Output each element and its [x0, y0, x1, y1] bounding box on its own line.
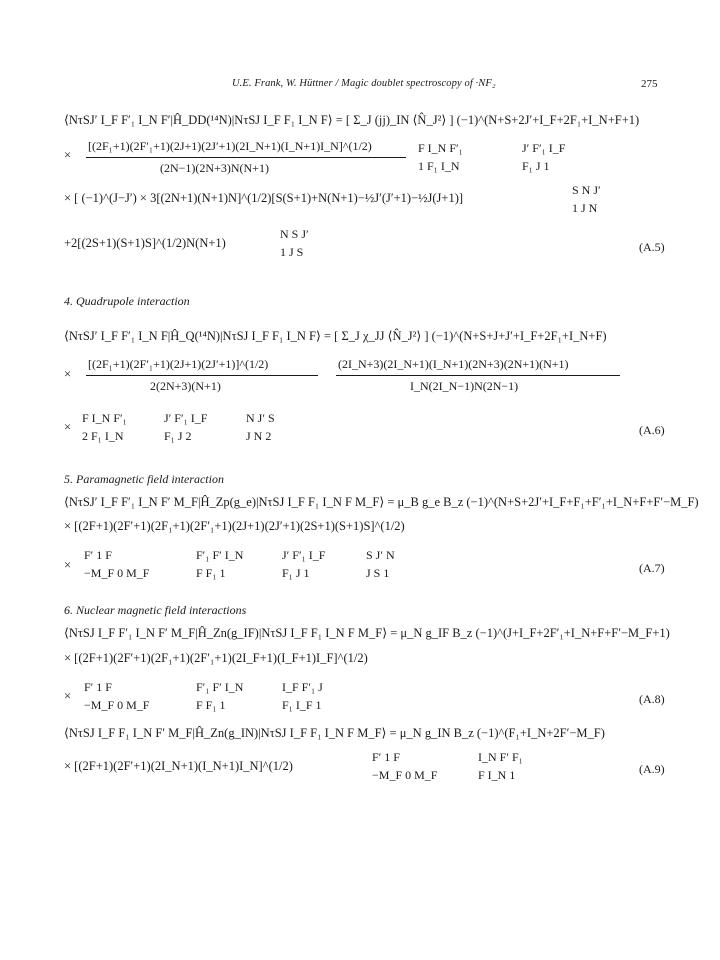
eq-a9-3j-bot: −M_F 0 M_F — [372, 768, 438, 782]
eq-number-a7: (A.7) — [639, 561, 665, 575]
eq-a5-6j1-top: F I_N F′₁ — [418, 141, 463, 155]
running-title: U.E. Frank, W. Hüttner / Magic doublet spectroscopy of ·NF₂ — [232, 78, 496, 89]
section-heading-nuclear: 6. Nuclear magnetic field interactions — [64, 603, 247, 617]
eq-number-a6: (A.6) — [639, 423, 665, 437]
eq-a9-line1: ⟨NτSJ I_F F₁ I_N F′ M_F|Ĥ_Zn(g_IN)|NτSJ I_F F₁ I_N F M_F⟩ = μ_N g_IN B_z (−1)^(F₁+I_N+2F′−M_F) — [64, 726, 605, 740]
eq-a6-6j3-bot: J N 2 — [246, 429, 272, 443]
section-heading-quadrupole: 4. Quadrupole interaction — [64, 294, 190, 308]
eq-a5-frac-bar — [86, 157, 406, 158]
eq-a8-6j2-bot: F₁ I_F 1 — [282, 698, 322, 712]
eq-a5-6j3-bot: 1 J N — [572, 201, 598, 215]
eq-a7-6j1-bot: F F₁ 1 — [196, 566, 226, 580]
eq-a5-6j4-bot: 1 J S — [280, 245, 304, 259]
eq-number-a9: (A.9) — [639, 762, 665, 776]
eq-a6-times: × — [64, 367, 72, 381]
eq-a8-line2: × [(2F+1)(2F′+1)(2F₁+1)(2F′₁+1)(2I_F+1)(I_F+1)I_F]^(1/2) — [64, 651, 368, 665]
eq-a8-3j-bot: −M_F 0 M_F — [84, 698, 150, 712]
eq-a8-6j1-top: F′₁ F′ I_N — [196, 680, 244, 694]
eq-a6-frac2-bar — [336, 375, 620, 376]
eq-a8-6j2-top: I_F F′₁ J — [282, 680, 323, 694]
eq-a6-frac1-den: 2(2N+3)(N+1) — [150, 379, 221, 393]
eq-a5-frac-num: [(2F₁+1)(2F′₁+1)(2J+1)(2J′+1)(2I_N+1)(I_N+1)I_N]^(1/2) — [88, 139, 372, 153]
eq-a7-line1: ⟨NτSJ′ I_F F′₁ I_N F′ M_F|Ĥ_Zp(g_e)|NτSJ I_F F₁ I_N F M_F⟩ = μ_B g_e B_z (−1)^(N+S+2J′+I_F+F₁+F′₁+I_N+F+F′−M_F) — [64, 495, 699, 509]
eq-a8-3j-top: F′ 1 F — [84, 680, 112, 694]
eq-a6-line1: ⟨NτSJ′ I_F F′₁ I_N F|Ĥ_Q(¹⁴N)|NτSJ I_F F₁ I_N F⟩ = [ Σ_J χ_JJ ⟨N̂_J²⟩ ] (−1)^(N+S+J+J′+I_F+2F₁+I_N+F) — [64, 329, 607, 343]
eq-a6-frac1-num: [(2F₁+1)(2F′₁+1)(2J+1)(2J′+1)]^(1/2) — [88, 357, 269, 371]
section-heading-paramagnetic: 5. Paramagnetic field interaction — [64, 472, 224, 486]
eq-a5-frac-den: (2N−1)(2N+3)N(N+1) — [160, 161, 269, 175]
eq-a6-6j2-bot: F₁ J 2 — [164, 429, 192, 443]
eq-a8-times: × — [64, 689, 72, 703]
eq-a9-6j-bot: F I_N 1 — [478, 768, 516, 782]
eq-a5-times: × — [64, 148, 72, 162]
eq-a7-6j3-bot: J S 1 — [366, 566, 390, 580]
eq-a7-times: × — [64, 558, 72, 572]
eq-a5-6j1-bot: 1 F₁ I_N — [418, 159, 460, 173]
eq-a8-line1: ⟨NτSJ I_F F′₁ I_N F′ M_F|Ĥ_Zn(g_IF)|NτSJ I_F F₁ I_N F M_F⟩ = μ_N g_IF B_z (−1)^(J+I_F+2F′₁+I_N+F+F′−M_F+1) — [64, 626, 670, 640]
eq-a6-frac2-den: I_N(2I_N−1)N(2N−1) — [410, 379, 519, 393]
eq-a7-6j3-top: S J′ N — [366, 548, 395, 562]
eq-a5-6j4-top: N S J′ — [280, 227, 309, 241]
eq-a6-6j3-top: N J′ S — [246, 411, 275, 425]
eq-a7-3j-top: F′ 1 F — [84, 548, 112, 562]
eq-a7-3j-bot: −M_F 0 M_F — [84, 566, 150, 580]
eq-a7-6j2-top: J′ F′₁ I_F — [282, 548, 326, 562]
page-number: 275 — [641, 78, 658, 90]
eq-a5-line4: +2[(2S+1)(S+1)S]^(1/2)N(N+1) — [64, 236, 226, 250]
eq-a6-6j1-top: F I_N F′₁ — [82, 411, 127, 425]
eq-a5-line1: ⟨NτSJ′ I_F F′₁ I_N F′|Ĥ_DD(¹⁴N)|NτSJ I_F F₁ I_N F⟩ = [ Σ_J (jj)_IN ⟨N̂_J²⟩ ] (−1)^(N+S+2J′+I_F+2F₁+I_N+F+1) — [64, 113, 640, 127]
eq-a6-frac2-num: (2I_N+3)(2I_N+1)(I_N+1)(2N+3)(2N+1)(N+1) — [338, 357, 569, 371]
eq-a7-line2: × [(2F+1)(2F′+1)(2F₁+1)(2F′₁+1)(2J+1)(2J′+1)(2S+1)(S+1)S]^(1/2) — [64, 519, 405, 533]
eq-number-a8: (A.8) — [639, 692, 665, 706]
eq-a5-6j2-bot: F₁ J 1 — [522, 159, 550, 173]
eq-a6-6j1-bot: 2 F₁ I_N — [82, 429, 124, 443]
eq-number-a5: (A.5) — [639, 240, 665, 254]
eq-a9-3j-top: F′ 1 F — [372, 750, 400, 764]
eq-a5-6j3-top: S N J′ — [572, 183, 601, 197]
eq-a7-6j2-bot: F₁ J 1 — [282, 566, 310, 580]
eq-a9-6j-top: I_N F′ F₁ — [478, 750, 523, 764]
eq-a5-line3: × [ (−1)^(J−J′) × 3[(2N+1)(N+1)N]^(1/2)[S(S+1)+N(N+1)−½J′(J′+1)−½J(J+1)] — [64, 191, 464, 205]
eq-a6-6j2-top: J′ F′₁ I_F — [164, 411, 208, 425]
eq-a6-frac1-bar — [86, 375, 318, 376]
eq-a7-6j1-top: F′₁ F′ I_N — [196, 548, 244, 562]
eq-a5-6j2-top: J′ F′₁ I_F — [522, 141, 566, 155]
eq-a9-line2: × [(2F+1)(2F′+1)(2I_N+1)(I_N+1)I_N]^(1/2) — [64, 759, 293, 773]
eq-a8-6j1-bot: F F₁ 1 — [196, 698, 226, 712]
eq-a6-times-2: × — [64, 420, 72, 434]
